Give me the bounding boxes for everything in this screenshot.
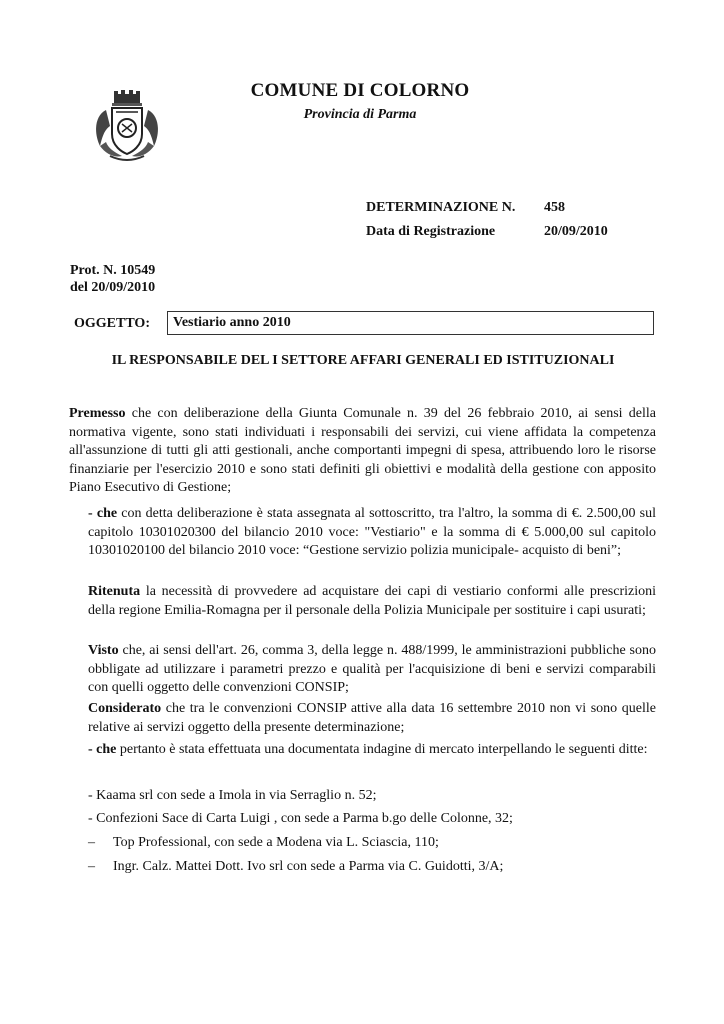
list-item-company: - Confezioni Sace di Carta Luigi , con sede a Parma b.go delle Colonne, 32;: [88, 811, 513, 826]
paragraph-lead: Ritenuta: [88, 584, 141, 599]
oggetto-value: Vestiario anno 2010: [167, 311, 654, 335]
paragraph-text: la necessità di provvedere ad acquistare dei capi di vestiario conformi alle prescrizioni della regione Emilia-Romagna per il personale della Polizia Municipale per sostituire i capi usurati;: [88, 584, 656, 618]
paragraph-visto: [88, 642, 656, 698]
paragraph-lead: Visto: [88, 643, 119, 658]
list-item-company: Ingr. Calz. Mattei Dott. Ivo srl con sede a Parma via C. Guidotti, 3/A;: [113, 859, 504, 874]
paragraph-ritenuta: [88, 583, 656, 620]
municipality-title: COMUNE DI COLORNO: [250, 80, 470, 101]
paragraph-text: pertanto è stata effettuata una documentata indagine di mercato interpellando le seguenti ditte:: [116, 742, 648, 757]
paragraph-lead: Considerato: [88, 701, 162, 716]
list-dash: –: [88, 859, 95, 874]
list-item-company: Top Professional, con sede a Modena via L. Sciascia, 110;: [113, 835, 439, 850]
determinazione-number-label: DETERMINAZIONE N.: [366, 200, 516, 215]
section-heading: IL RESPONSABILE DEL I SETTORE AFFARI GENERALI ED ISTITUZIONALI: [111, 353, 615, 368]
paragraph-lead: - che: [88, 506, 118, 521]
registration-date-label: Data di Registrazione: [366, 224, 496, 239]
paragraph-lead: Premesso: [69, 406, 126, 421]
paragraph-text: che con deliberazione della Giunta Comunale n. 39 del 26 febbraio 2010, ai sensi della normativa vigente, sono stati individuati i responsabili dei servizi, cui viene affidata la competenza all'assunzione di tutti gli atti gestionali, anche comportanti impegni di spesa, attribuendo loro le risorse finanziarie per l'esercizio 2010 e sono stati definiti gli obiettivi e modalità della gestione con apposito Piano Esecutivo di Gestione;: [69, 406, 656, 495]
list-item-company: - Kaama srl con sede a Imola in via Serraglio n. 52;: [88, 788, 377, 803]
registration-date-value: 20/09/2010: [544, 224, 608, 239]
paragraph-text: che tra le convenzioni CONSIP attive alla data 16 settembre 2010 non vi sono quelle relative ai servizi oggetto della presente determinazione;: [88, 701, 656, 735]
paragraph-che-indagine: [88, 741, 656, 760]
paragraph-considerato: [88, 700, 656, 737]
paragraph-text: che, ai sensi dell'art. 26, comma 3, della legge n. 488/1999, le amministrazioni pubbliche sono obbligate ad utilizzare i parametri prezzo e qualità per l'acquisizione di beni e servizi comparabili con quelli oggetto delle convenzioni CONSIP;: [88, 643, 656, 695]
municipal-crest-icon: [92, 90, 162, 162]
protocol-date: del 20/09/2010: [70, 280, 156, 295]
determinazione-number-value: 458: [544, 200, 565, 215]
paragraph-lead: - che: [88, 742, 117, 757]
province-subtitle: Provincia di Parma: [303, 107, 417, 122]
paragraph-che-assegnata: [88, 505, 656, 561]
list-dash: –: [88, 835, 95, 850]
paragraph-text: con detta deliberazione è stata assegnata al sottoscritto, tra l'altro, la somma di €. 2.500,00 sul capitolo 10301020300 del bilancio 2010 voce: "Vestiario" e la somma di € 5.000,00 sul capitolo 10301020100 del bilancio 2010 voce: “Gestione servizio polizia municipale- acquisto di beni”;: [88, 506, 656, 558]
paragraph-premesso: [69, 405, 656, 498]
protocol-number: Prot. N. 10549: [70, 263, 156, 278]
oggetto-label: OGGETTO:: [74, 316, 150, 331]
